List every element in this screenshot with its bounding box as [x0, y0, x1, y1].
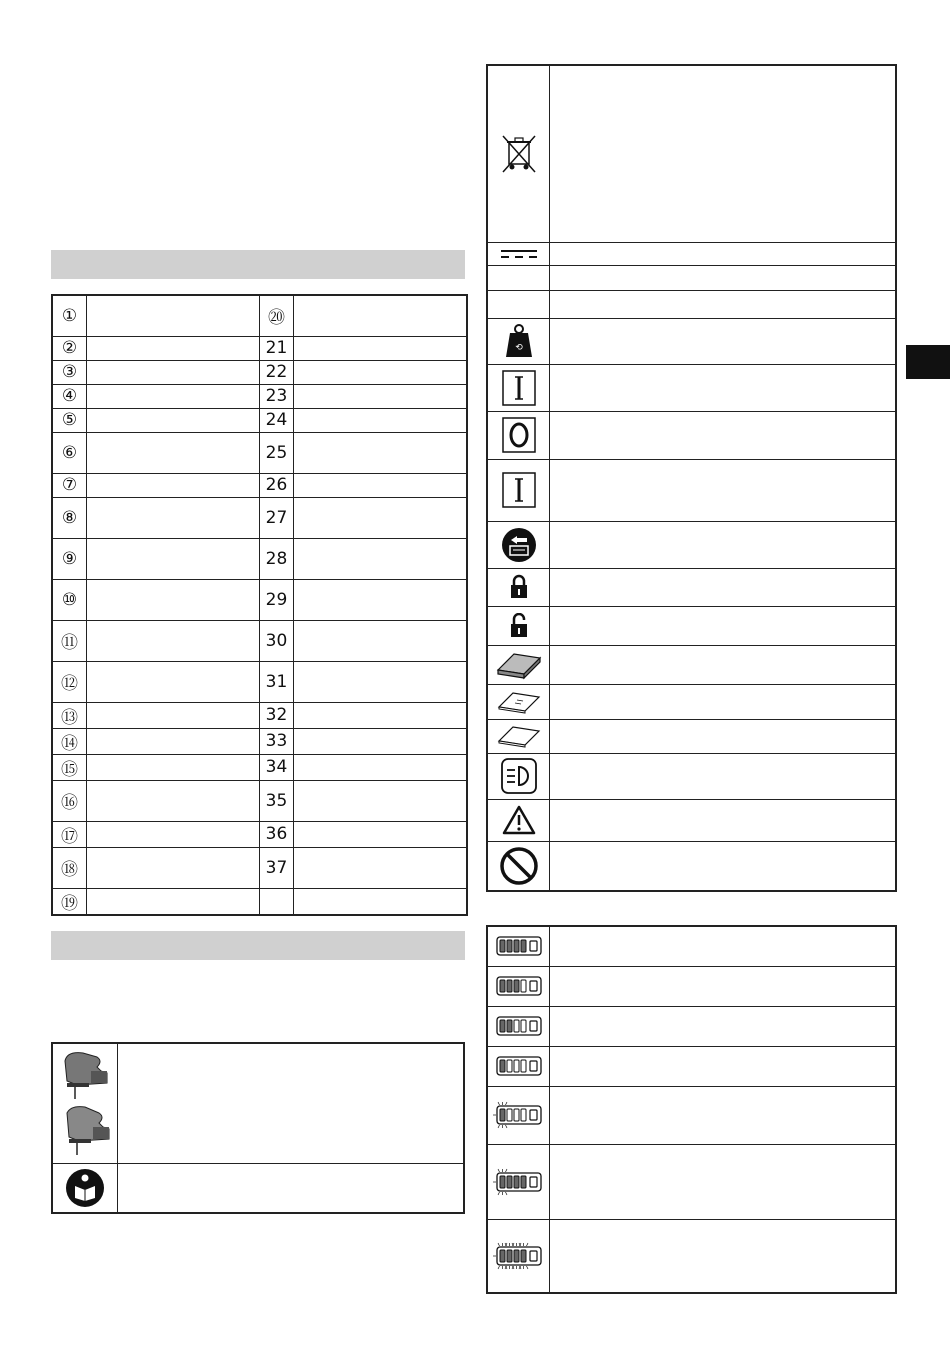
battery-indicator-cell	[487, 926, 550, 966]
parts-row	[52, 780, 467, 821]
parts-row	[52, 497, 467, 538]
battery-indicator-cell	[487, 1219, 550, 1293]
symbol-description	[550, 364, 897, 411]
part-name-cell-left	[87, 473, 260, 497]
battery-indicator-cell	[487, 966, 550, 1006]
direct-current-icon	[499, 248, 539, 260]
part-name-cell-left	[87, 295, 260, 336]
symbol-description	[550, 265, 897, 290]
battery-level-description	[550, 1006, 897, 1046]
battery-indicator-icon	[493, 1012, 545, 1040]
part-number: 30	[265, 630, 288, 651]
part-number: ④	[61, 386, 78, 406]
part-number: ⑬	[61, 707, 78, 728]
part-number: 27	[265, 507, 288, 528]
battery-level-description	[550, 966, 897, 1006]
symbol-description	[550, 684, 897, 719]
symbol-description	[550, 521, 897, 568]
symbol-description	[550, 719, 897, 753]
battery-segment	[507, 1109, 512, 1121]
part-name-cell-right	[294, 620, 468, 661]
weight-icon	[504, 323, 534, 359]
part-number-cell-left	[52, 780, 87, 821]
part-number-cell-right	[260, 754, 294, 780]
lock-icon	[509, 574, 529, 600]
part-name-cell-left	[87, 661, 260, 702]
part-name-cell-right	[294, 336, 468, 360]
symbol-cell	[487, 606, 550, 645]
battery-segment	[521, 1060, 526, 1072]
battery-level-row	[487, 1086, 896, 1144]
battery-segment	[514, 1176, 519, 1188]
part-number-cell-right	[260, 821, 294, 847]
parts-row	[52, 728, 467, 754]
symbol-cell	[487, 719, 550, 753]
battery-level-row	[487, 966, 896, 1006]
battery-level-description	[550, 926, 897, 966]
manual-icon-cell	[52, 1163, 118, 1213]
part-name-cell-left	[87, 336, 260, 360]
part-number-cell-left	[52, 295, 87, 336]
part-name-cell-left	[87, 384, 260, 408]
symbol-cell-blank	[487, 290, 550, 318]
part-number: 32	[265, 705, 288, 725]
part-number-cell-left	[52, 888, 87, 915]
part-name-cell-left	[87, 847, 260, 888]
part-number-cell-right	[260, 661, 294, 702]
tool-info-table	[51, 1042, 465, 1214]
manual-description	[118, 1163, 465, 1213]
symbols-table	[486, 64, 897, 892]
battery-segment	[500, 1250, 505, 1262]
symbol-description	[550, 568, 897, 606]
part-number: 28	[265, 548, 288, 569]
symbol-description	[550, 242, 897, 265]
light-icon	[501, 758, 537, 794]
symbol-description	[550, 459, 897, 521]
part-number: ⑥	[61, 442, 78, 463]
parts-row	[52, 620, 467, 661]
battery-segment	[507, 980, 512, 992]
parts-row	[52, 295, 467, 336]
part-number-cell-left	[52, 497, 87, 538]
part-name-cell-left	[87, 821, 260, 847]
part-number: 33	[265, 731, 288, 751]
part-number-cell-left	[52, 821, 87, 847]
tool-description	[118, 1043, 465, 1163]
part-number: ⑫	[61, 674, 78, 694]
language-side-tab	[906, 345, 950, 379]
battery-segment	[521, 980, 526, 992]
part-number-cell-left	[52, 336, 87, 360]
part-name-cell-right	[294, 408, 468, 432]
battery-segment	[507, 1250, 512, 1262]
symbol-description	[550, 753, 897, 799]
part-number-cell-right	[260, 728, 294, 754]
battery-pack-icon	[496, 650, 542, 680]
part-number: 25	[265, 442, 288, 463]
charger-2-icon	[497, 723, 541, 749]
battery-segment	[500, 1020, 505, 1032]
parts-row	[52, 702, 467, 728]
read-manual-icon	[65, 1168, 105, 1208]
parts-row	[52, 821, 467, 847]
symbol-cell	[487, 318, 550, 364]
part-number: 29	[265, 589, 288, 610]
part-number-cell-left	[52, 620, 87, 661]
part-name-cell-left	[87, 780, 260, 821]
part-number: ②	[61, 338, 78, 358]
part-number: 35	[265, 790, 288, 811]
part-name-cell-right	[294, 780, 468, 821]
battery-level-description	[550, 1086, 897, 1144]
part-number: 21	[265, 338, 288, 358]
battery-segment	[514, 1109, 519, 1121]
symbol-description	[550, 799, 897, 841]
symbol-cell	[487, 411, 550, 459]
part-number-cell-right	[260, 384, 294, 408]
part-number: ⑩	[61, 589, 78, 610]
symbol-cell	[487, 799, 550, 841]
battery-indicator-icon	[493, 1242, 545, 1270]
part-number: ⑯	[61, 793, 78, 813]
section-header-bar-2	[51, 931, 465, 960]
part-name-cell-left	[87, 888, 260, 915]
battery-level-row	[487, 1006, 896, 1046]
parts-row	[52, 538, 467, 579]
part-name-cell-left	[87, 360, 260, 384]
switch-on-2-icon	[502, 472, 536, 508]
part-number: 24	[265, 410, 288, 430]
part-number-cell-right	[260, 432, 294, 473]
part-number-cell-right	[260, 888, 294, 915]
part-number-cell-right	[260, 702, 294, 728]
part-number: ⑧	[61, 507, 78, 528]
part-name-cell-right	[294, 847, 468, 888]
symbol-description	[550, 606, 897, 645]
battery-segment	[521, 1109, 526, 1121]
battery-level-row	[487, 1144, 896, 1219]
switch-off-icon	[502, 417, 536, 453]
parts-row	[52, 432, 467, 473]
part-number-cell-right	[260, 847, 294, 888]
part-number: ⑱	[61, 860, 78, 880]
part-name-cell-right	[294, 888, 468, 915]
battery-segment	[500, 1109, 505, 1121]
prohibited-icon	[499, 846, 539, 886]
part-number-cell-right	[260, 620, 294, 661]
battery-segment	[514, 1060, 519, 1072]
part-number: 23	[265, 386, 288, 406]
part-number-cell-left	[52, 754, 87, 780]
part-number-cell-right	[260, 360, 294, 384]
part-name-cell-right	[294, 432, 468, 473]
part-number-cell-left	[52, 360, 87, 384]
symbol-description	[550, 645, 897, 684]
parts-table	[51, 294, 468, 916]
battery-segment	[521, 940, 526, 952]
part-number-cell-right	[260, 497, 294, 538]
symbol-cell	[487, 841, 550, 891]
tool-images-cell	[52, 1043, 118, 1163]
part-number: 37	[265, 857, 288, 878]
charger-icon	[497, 689, 541, 715]
symbol-cell	[487, 753, 550, 799]
part-number-cell-left	[52, 847, 87, 888]
part-number-cell-left	[52, 702, 87, 728]
battery-segment	[514, 940, 519, 952]
symbol-cell	[487, 242, 550, 265]
parts-row	[52, 473, 467, 497]
battery-indicator-cell	[487, 1046, 550, 1086]
parts-row	[52, 847, 467, 888]
battery-indicator-icon	[493, 972, 545, 1000]
svg-text:⟲: ⟲	[514, 343, 523, 353]
part-name-cell-left	[87, 408, 260, 432]
part-number: ⑨	[61, 548, 78, 569]
part-number: ①	[61, 305, 78, 326]
symbol-cell	[487, 568, 550, 606]
part-name-cell-right	[294, 360, 468, 384]
part-number-cell-right	[260, 473, 294, 497]
part-name-cell-left	[87, 702, 260, 728]
symbol-description	[550, 841, 897, 891]
part-number-cell-right	[260, 408, 294, 432]
wheelie-bin-crossed-icon	[499, 132, 539, 176]
battery-segment	[521, 1250, 526, 1262]
part-number: ③	[61, 362, 78, 382]
parts-row	[52, 360, 467, 384]
part-name-cell-right	[294, 473, 468, 497]
parts-row	[52, 661, 467, 702]
battery-segment	[500, 1060, 505, 1072]
part-number-cell-right	[260, 780, 294, 821]
part-number: ⑪	[61, 633, 78, 653]
battery-indicator-icon	[493, 1101, 545, 1129]
symbol-cell	[487, 459, 550, 521]
parts-row	[52, 754, 467, 780]
part-number: ⑲	[61, 893, 78, 914]
battery-indicator-table	[486, 925, 897, 1294]
symbol-cell	[487, 65, 550, 242]
part-number-cell-left	[52, 408, 87, 432]
part-number-cell-right	[260, 336, 294, 360]
part-number-cell-right	[260, 295, 294, 336]
jigsaw-icon	[57, 1047, 113, 1159]
part-name-cell-right	[294, 384, 468, 408]
part-name-cell-right	[294, 728, 468, 754]
battery-level-description	[550, 1046, 897, 1086]
part-number: 22	[265, 362, 288, 382]
part-name-cell-right	[294, 497, 468, 538]
part-number: ⑳	[268, 308, 285, 329]
part-name-cell-right	[294, 538, 468, 579]
part-name-cell-left	[87, 538, 260, 579]
symbol-cell-blank	[487, 265, 550, 290]
part-number-cell-left	[52, 728, 87, 754]
battery-indicator-cell	[487, 1086, 550, 1144]
battery-segment	[500, 1176, 505, 1188]
symbol-cell	[487, 521, 550, 568]
part-number: 26	[265, 475, 288, 495]
symbol-description	[550, 318, 897, 364]
battery-level-row	[487, 1046, 896, 1086]
part-name-cell-left	[87, 497, 260, 538]
battery-segment	[507, 1020, 512, 1032]
remove-battery-icon	[501, 527, 537, 563]
battery-segment	[500, 980, 505, 992]
part-number-cell-left	[52, 538, 87, 579]
part-number: ⑮	[61, 759, 78, 780]
section-header-bar-1	[51, 250, 465, 279]
switch-on-icon	[502, 370, 536, 406]
part-number: 36	[265, 824, 288, 844]
part-name-cell-left	[87, 432, 260, 473]
part-number: ⑤	[61, 410, 78, 430]
battery-segment	[514, 1020, 519, 1032]
part-name-cell-right	[294, 754, 468, 780]
battery-segment	[521, 1020, 526, 1032]
part-name-cell-right	[294, 579, 468, 620]
part-number: 31	[265, 671, 288, 692]
parts-row	[52, 408, 467, 432]
part-name-cell-left	[87, 620, 260, 661]
part-name-cell-left	[87, 754, 260, 780]
part-number-cell-left	[52, 432, 87, 473]
symbol-description	[550, 290, 897, 318]
part-number: 34	[265, 757, 288, 777]
parts-row	[52, 579, 467, 620]
part-number-cell-left	[52, 473, 87, 497]
part-number-cell-right	[260, 579, 294, 620]
battery-segment	[507, 1060, 512, 1072]
part-name-cell-left	[87, 728, 260, 754]
part-name-cell-right	[294, 661, 468, 702]
battery-level-description	[550, 1144, 897, 1219]
part-number-cell-left	[52, 579, 87, 620]
warning-icon	[502, 805, 536, 835]
part-number: ⑭	[61, 733, 78, 754]
battery-indicator-icon	[493, 1052, 545, 1080]
battery-level-row	[487, 926, 896, 966]
unlock-icon	[509, 613, 529, 639]
parts-row	[52, 384, 467, 408]
battery-segment	[514, 1250, 519, 1262]
part-number: ⑰	[61, 826, 78, 847]
symbol-description	[550, 411, 897, 459]
battery-segment	[521, 1176, 526, 1188]
battery-indicator-cell	[487, 1144, 550, 1219]
battery-indicator-icon	[493, 932, 545, 960]
part-number: ⑦	[61, 475, 78, 495]
part-name-cell-right	[294, 821, 468, 847]
battery-segment	[514, 980, 519, 992]
parts-row	[52, 888, 467, 915]
parts-row	[52, 336, 467, 360]
battery-indicator-cell	[487, 1006, 550, 1046]
battery-level-row	[487, 1219, 896, 1293]
symbol-cell	[487, 684, 550, 719]
battery-level-description	[550, 1219, 897, 1293]
battery-indicator-icon	[493, 1168, 545, 1196]
battery-segment	[507, 940, 512, 952]
symbol-cell	[487, 364, 550, 411]
symbol-description	[550, 65, 897, 242]
battery-segment	[507, 1176, 512, 1188]
battery-segment	[500, 940, 505, 952]
part-name-cell-left	[87, 579, 260, 620]
part-number-cell-left	[52, 384, 87, 408]
part-name-cell-right	[294, 295, 468, 336]
symbol-cell	[487, 645, 550, 684]
part-number-cell-right	[260, 538, 294, 579]
part-name-cell-right	[294, 702, 468, 728]
part-number-cell-left	[52, 661, 87, 702]
